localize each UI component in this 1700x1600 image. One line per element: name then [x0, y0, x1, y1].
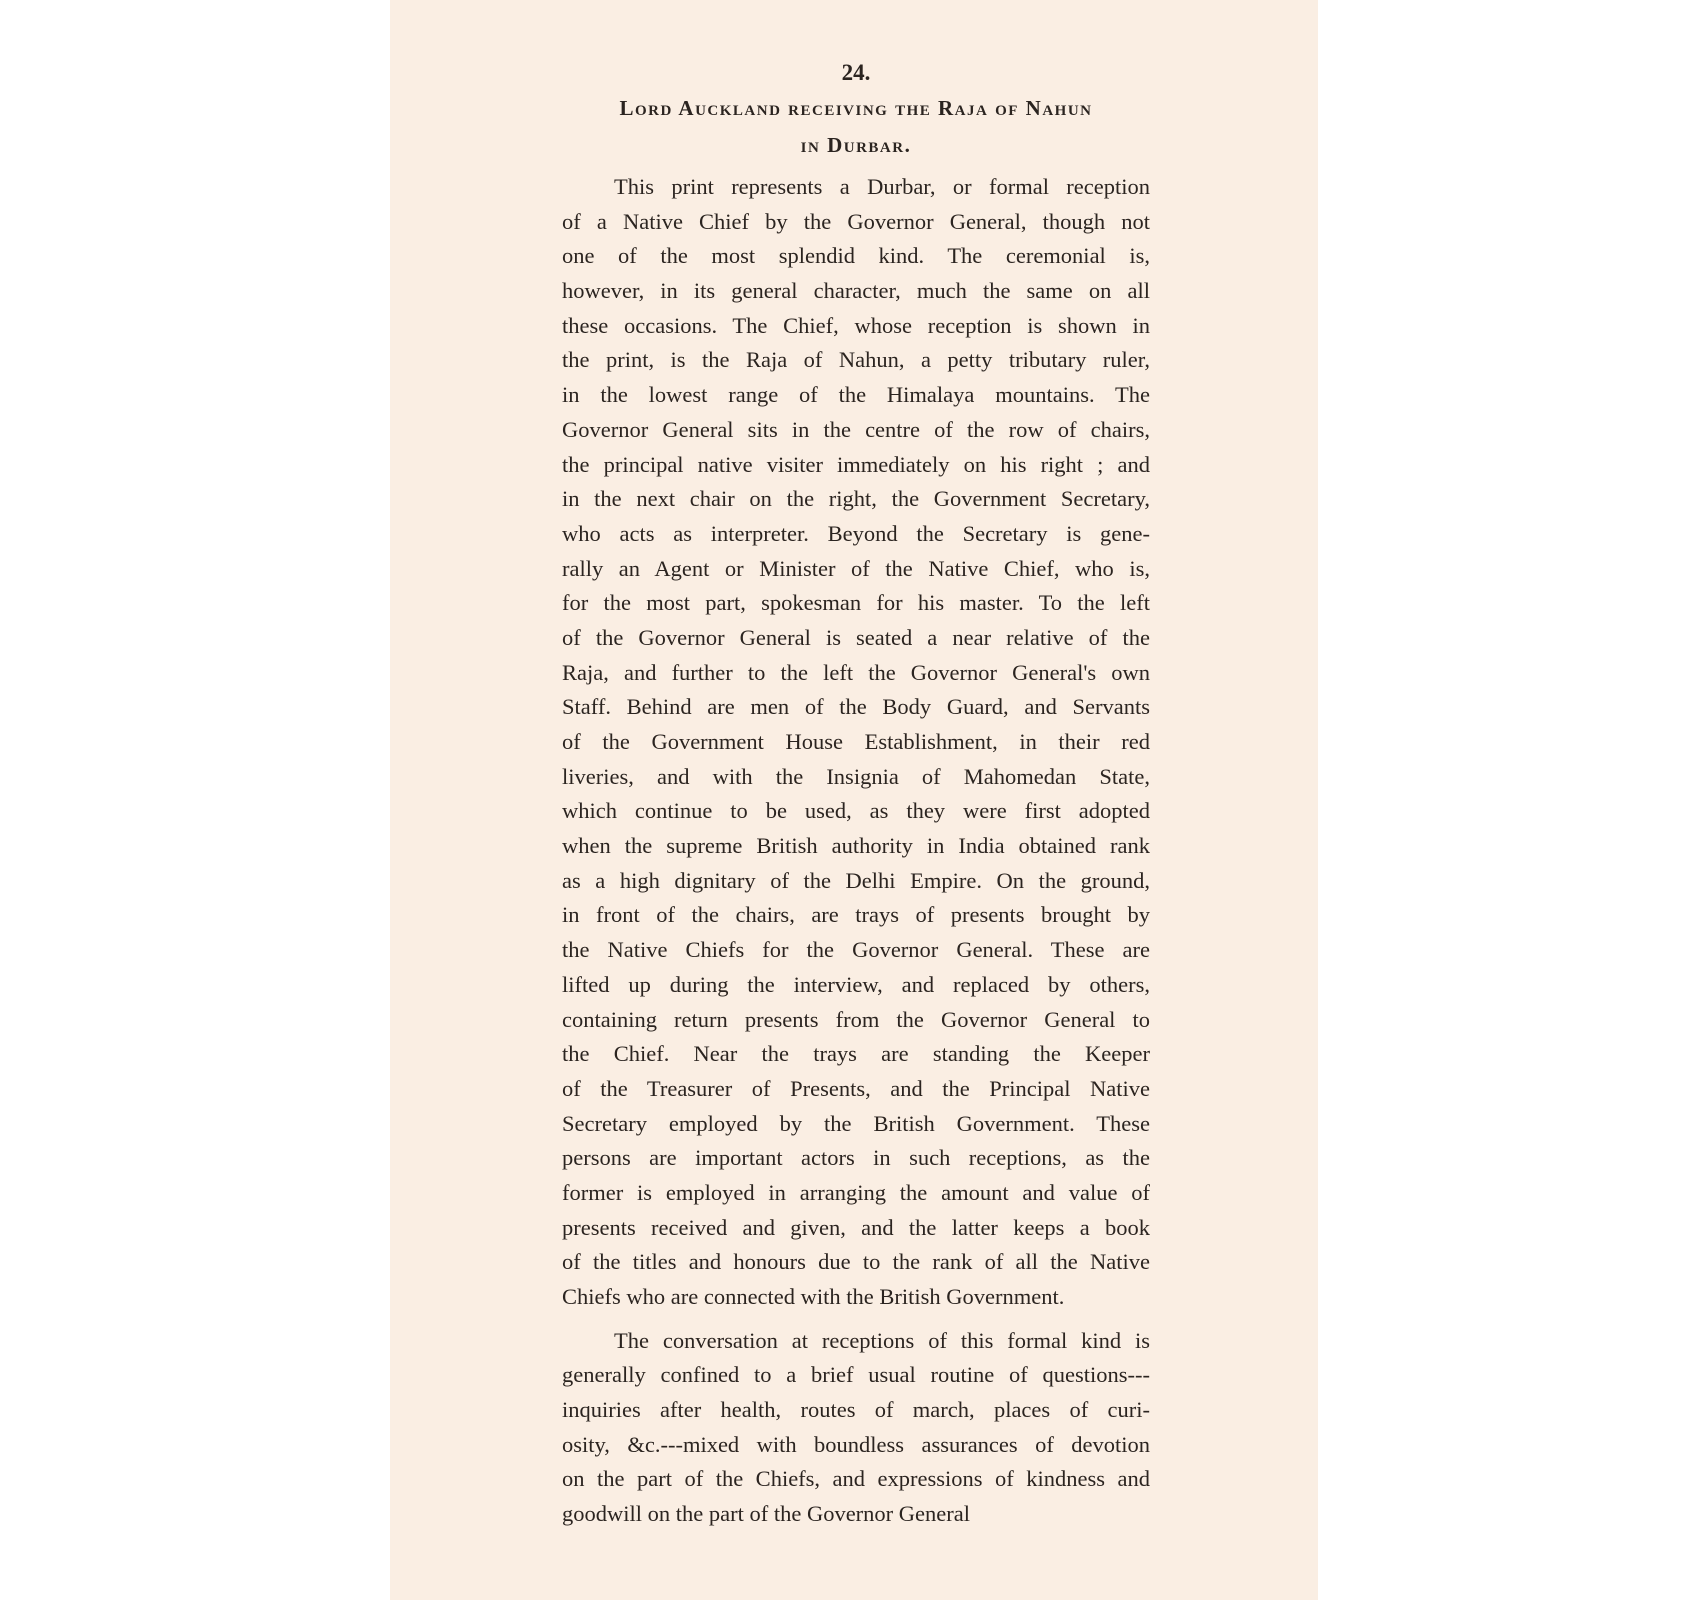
text-line: The conversation at receptions of this formal kind is [614, 1327, 1150, 1353]
text-line: the print, is the Raja of Nahun, a petty tributary ruler, [562, 347, 1150, 373]
text-line: osity, &c.---mixed with boundless assurances of devotion [562, 1431, 1150, 1457]
document-page [390, 0, 1318, 1600]
text-line: of the Governor General is seated a near relative of the [562, 624, 1150, 650]
paragraph [562, 170, 1150, 1315]
text-line: one of the most splendid kind. The ceremonial is, [562, 243, 1150, 269]
text-line: Staff. Behind are men of the Body Guard, and Servants [562, 694, 1150, 720]
title-line: in Durbar. [800, 133, 912, 157]
text-line: the Native Chiefs for the Governor General. These are [562, 937, 1150, 963]
text-line: in the next chair on the right, the Government Secretary, [562, 486, 1150, 512]
text-line: as a high dignitary of the Delhi Empire. On the ground, [562, 867, 1150, 893]
text-line: in the lowest range of the Himalaya mountains. The [562, 382, 1150, 408]
text-line: Secretary employed by the British Government. These [562, 1110, 1150, 1136]
text-line: who acts as interpreter. Beyond the Secretary is gene- [562, 520, 1150, 546]
text-line: these occasions. The Chief, whose reception is shown in [562, 312, 1150, 338]
text-line: Raja, and further to the left the Governor General's own [562, 659, 1150, 685]
text-line: on the part of the Chiefs, and expressions of kindness and [562, 1466, 1150, 1492]
text-line: the principal native visiter immediately on his right ; and [562, 451, 1150, 477]
text-line: of the titles and honours due to the rank of all the Native [562, 1249, 1150, 1275]
text-line: however, in its general character, much the same on all [562, 278, 1150, 304]
text-line: for the most part, spokesman for his master. To the left [562, 590, 1150, 616]
text-line: presents received and given, and the latter keeps a book [562, 1214, 1150, 1240]
text-line: goodwill on the part of the Governor General [562, 1501, 970, 1527]
text-line: rally an Agent or Minister of the Native Chief, who is, [562, 555, 1150, 581]
text-line: persons are important actors in such receptions, as the [562, 1145, 1150, 1171]
text-line: This print represents a Durbar, or formal reception [614, 174, 1150, 199]
body-text [562, 170, 1150, 1532]
text-line: of the Treasurer of Presents, and the Principal Native [562, 1075, 1150, 1101]
text-line: inquiries after health, routes of march, places of curi- [562, 1397, 1150, 1423]
text-line: containing return presents from the Governor General to [562, 1006, 1150, 1032]
text-line: lifted up during the interview, and replaced by others, [562, 971, 1150, 997]
text-line: of a Native Chief by the Governor General, though not [562, 208, 1150, 234]
text-block [562, 58, 1150, 1532]
text-line: former is employed in arranging the amount and value of [562, 1179, 1150, 1205]
text-line: of the Government House Establishment, in their red [562, 729, 1150, 754]
text-line: when the supreme British authority in India obtained rank [562, 833, 1150, 859]
title-line: Lord Auckland receiving the Raja of Nahun [619, 96, 1093, 120]
page-title [562, 90, 1150, 164]
paragraph-gap [562, 1315, 1150, 1324]
text-line: in front of the chairs, are trays of presents brought by [562, 902, 1150, 928]
text-line: liveries, and with the Insignia of Mahomedan State, [562, 763, 1150, 789]
paragraph [562, 1324, 1150, 1532]
text-line: Governor General sits in the centre of the row of chairs, [562, 416, 1150, 442]
text-line: generally confined to a brief usual routine of questions--- [562, 1362, 1150, 1388]
page-number: 24. [841, 60, 871, 85]
text-line: which continue to be used, as they were first adopted [562, 798, 1150, 824]
text-line: the Chief. Near the trays are standing the Keeper [562, 1041, 1150, 1067]
text-line: Chiefs who are connected with the British Government. [562, 1284, 1065, 1309]
